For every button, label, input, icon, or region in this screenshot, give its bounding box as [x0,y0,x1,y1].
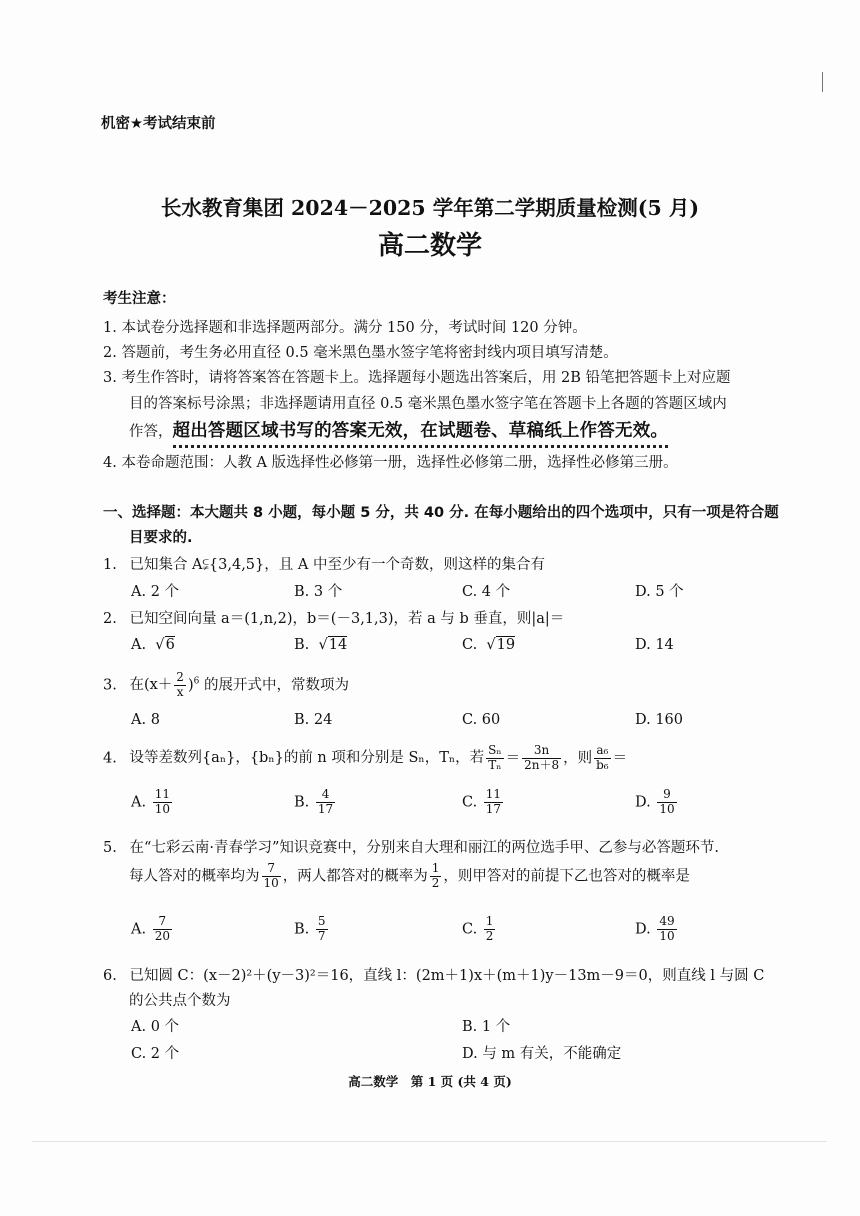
frac-num: Sₙ [488,743,502,757]
question-number: 1. [103,557,117,573]
frac-num: 1 [485,914,494,928]
frac-den: 2 [431,875,440,890]
option-label: C. [462,637,478,653]
fraction [262,862,281,891]
q4-option-a [131,788,174,817]
q6-option-d: D. 与 m 有关，不能确定 [462,1046,622,1062]
fraction [153,788,172,817]
question-number: 5. [103,840,117,856]
fraction [486,744,503,773]
q4-option-c [462,788,505,817]
frac-num: 11 [154,787,170,801]
q2-option-c: C. √19 [462,637,516,653]
q1-option-b: B. 3 个 [294,584,343,600]
option-label: B. [294,637,310,653]
question-number: 3. [103,677,117,694]
question-number: 2. [103,611,117,627]
question-1 [103,553,545,574]
q2-option-b: B. √14 [294,637,348,653]
q3-option-c: C. 60 [462,712,501,728]
frac-den: 17 [485,801,502,816]
exam-subject: 高二数学 [377,231,482,261]
fraction [153,915,172,944]
section-heading-line-1: 一、选择题：本大题共 8 小题，每小题 5 分，共 40 分. 在每小题给出的四个选项中，只有一项是符合题 [103,505,779,521]
exponent: 6 [193,676,200,687]
frac-den: 20 [154,928,170,943]
option-label: B. [294,921,310,938]
frac-num: 3n [522,744,561,759]
option-label: A. [131,921,147,938]
fraction [657,915,676,944]
stem-part: 在(x＋ [129,677,173,694]
fraction [522,744,561,773]
confidential-label: 机密★考试结束前 [101,116,216,132]
stem-part: ，两人都答对的概率为 [282,868,428,885]
option-label: D. [635,794,651,811]
q4-option-b [294,788,337,817]
frac-num: 49 [659,914,675,928]
fraction [316,788,335,817]
stem-part: ，则甲答对的前提下乙也答对的概率是 [443,868,690,885]
q6-option-b: B. 1 个 [462,1019,511,1035]
frac-den: b₆ [596,757,609,772]
stem-part: ＝ [612,750,628,767]
q4-option-d [635,788,679,817]
frac-num: 5 [317,914,326,928]
stem-part: 的展开式中，常数项为 [203,677,349,694]
section-heading-line-2: 目要求的. [129,530,193,546]
q1-option-a: A. 2 个 [131,584,180,600]
option-label: A. [131,637,147,653]
notice-item-3-line-1: 3. 考生作答时，请将答案答在答题卡上。选择题每小题选出答案后，用 2B 铅笔把答题卡上对应题 [103,370,731,386]
fraction [484,915,496,944]
q1-option-c: C. 4 个 [462,584,511,600]
frac-num: 7 [262,862,281,877]
question-3: 3. 在(x＋ $\frac{2}{x}$ )$^6$ 的展开式中，常数项为 [103,670,349,699]
stem-part: 每人答对的概率均为 [129,868,260,885]
question-2 [103,607,564,628]
question-stem: 已知空间向量 a＝(1,n,2)，b＝(－3,1,3)，若 a 与 b 垂直，则|a|＝ [129,611,565,627]
question-6 [103,964,764,985]
frac-den: x [176,684,184,699]
notice-item-3-line-2: 目的答案标号涂黑；非选择题请用直径 0.5 毫米黑色墨水签字笔在答题卡上各题的答题区域内 [129,396,727,412]
frac-num: 9 [657,788,676,803]
frac-den: 10 [263,875,279,890]
option-label: C. [462,794,478,811]
frac-den: 7 [317,928,326,943]
fraction [594,744,611,773]
frac-den: 10 [659,928,675,943]
frac-den: 2 [485,928,494,943]
q2-option-d: D. 14 [635,637,674,653]
frac-num: a₆ [594,744,611,759]
question-5 [103,836,719,857]
q3-option-a: A. 8 [131,712,160,728]
notice-emphasis: 超出答题区域书写的答案无效，在试题卷、草稿纸上作答无效。 [173,421,669,448]
notice-item-2: 2. 答题前，考生务必用直径 0.5 毫米黑色墨水签字笔将密封线内项目填写清楚。 [103,345,618,361]
frac-den: 10 [659,801,675,816]
question-stem: 在“七彩云南·青春学习”知识竞赛中，分别来自大理和丽江的两位选手甲、乙参与必答题环节. [129,840,719,856]
fraction [174,671,186,700]
question-4 [103,744,627,773]
frac-den: Tₙ [488,757,502,772]
page-footer: 高二数学 第 1 页 (共 4 页) [348,1074,512,1089]
page-bottom-edge [32,1141,827,1142]
notice-heading: 考生注意： [103,291,176,307]
fraction [484,788,503,817]
option-label: B. [294,794,310,811]
stem-part: 设等差数列{aₙ}，{bₙ}的前 n 项和分别是 Sₙ，Tₙ，若 [129,750,485,767]
fraction [430,862,442,891]
exam-title: 长水教育集团 2024－2025 学年第二学期质量检测(5 月) [160,196,700,220]
sqrt-value: 14 [328,637,348,653]
fraction [657,788,676,817]
frac-num: 4 [316,788,335,803]
question-6-line-2: 的公共点个数为 [129,993,231,1009]
q3-option-b: B. 24 [294,712,333,728]
notice-item-3-prefix: 作答， [129,424,173,440]
q5-option-c [462,915,497,944]
stem-part: ＝ [505,750,521,767]
question-number: 6. [103,968,117,984]
stem-part: ，则 [563,750,593,767]
q3-option-d: D. 160 [635,712,684,728]
frac-den: 10 [154,801,170,816]
option-label: D. [635,921,651,938]
notice-item-3-line-3 [129,417,668,442]
q5-option-d [635,915,679,944]
edge-mark [822,72,823,92]
frac-num: 2 [176,670,184,684]
question-number: 4. [103,750,117,767]
frac-num: 7 [153,915,172,930]
frac-num: 11 [485,787,502,801]
option-label: A. [131,794,147,811]
option-label: C. [462,921,478,938]
frac-den: 2n＋8 [524,757,560,772]
q6-option-a: A. 0 个 [131,1019,180,1035]
question-stem: 已知集合 A⫋{3,4,5}，且 A 中至少有一个奇数，则这样的集合有 [129,557,545,573]
q5-option-b [294,915,330,944]
frac-den: 17 [317,801,334,816]
sqrt-value: 19 [496,637,516,653]
q1-option-d: D. 5 个 [635,584,684,600]
q2-option-a: A. √6 [131,637,175,653]
q6-option-c: C. 2 个 [131,1046,180,1062]
notice-item-1: 1. 本试卷分选择题和非选择题两部分。满分 150 分，考试时间 120 分钟。 [103,320,587,336]
question-5-line-2 [129,862,690,891]
q5-option-a [131,915,174,944]
fraction [316,915,328,944]
question-stem: 已知圆 C：(x－2)²＋(y－3)²＝16，直线 l：(2m＋1)x＋(m＋1)y－13m－9＝0，则直线 l 与圆 C [129,968,765,984]
frac-num: 1 [431,861,440,875]
sqrt-value: 6 [165,637,175,653]
notice-item-4: 4. 本卷命题范围：人教 A 版选择性必修第一册，选择性必修第二册，选择性必修第三册。 [103,455,678,471]
